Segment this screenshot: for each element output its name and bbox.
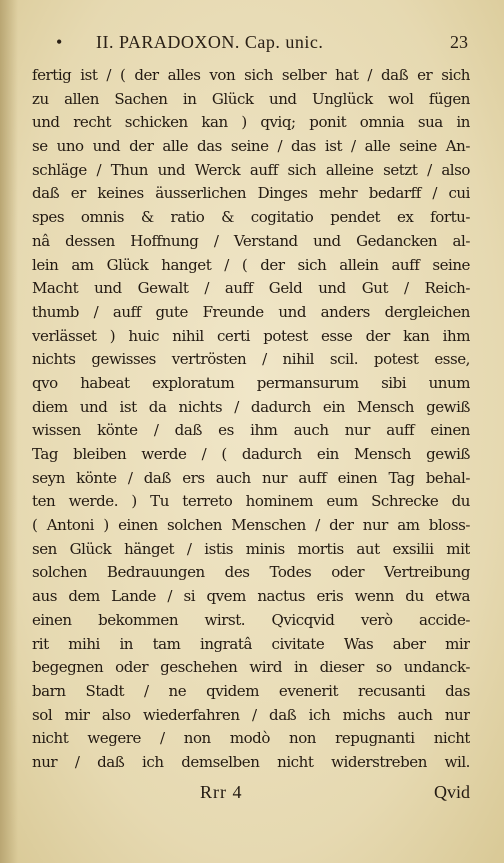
text-line: daß er keines äusserlichen Dinges mehr bedarff / cui <box>32 184 470 203</box>
text-line: diem und ist da nichts / dadurch ein Mensch gewiß <box>32 397 470 416</box>
signature-mark: Rrr 4 <box>200 782 243 802</box>
text-line: schläge / Thun und Werck auff sich alleine setzt / also <box>32 160 470 179</box>
running-head <box>56 32 468 56</box>
text-line: barn Stadt / ne qvidem evenerit recusanti das <box>32 681 470 700</box>
text-line: wissen könte / daß es ihm auch nur auff einen <box>32 421 470 440</box>
text-line: und recht schicken kan ) qviq; ponit omnia sua in <box>32 113 470 132</box>
text-line: nicht wegere / non modò non repugnanti nicht <box>32 729 470 748</box>
text-line: sen Glück hänget / istis minis mortis aut exsilii mit <box>32 539 470 558</box>
text-line: sol mir also wiederfahren / daß ich michs auch nur <box>32 705 470 724</box>
text-line: verlässet ) huic nihil certi potest esse der kan ihm <box>32 326 470 345</box>
text-line: thumb / auff gute Freunde und anders dergleichen <box>32 302 470 321</box>
text-line: seyn könte / daß ers auch nur auff einen Tag behal- <box>32 468 470 487</box>
text-line: zu allen Sachen in Glück und Unglück wol fügen <box>32 89 470 108</box>
text-line: nâ dessen Hoffnung / Verstand und Gedancken al- <box>32 231 470 250</box>
text-line: Tag bleiben werde / ( dadurch ein Mensch gewiß <box>32 445 470 463</box>
text-block <box>32 64 470 775</box>
page-gutter-shadow <box>0 0 18 863</box>
text-line: ten werde. ) Tu terreto hominem eum Schrecke du <box>32 492 470 511</box>
text-line: spes omnis & ratio & cogitatio pendet ex fortu- <box>32 208 470 227</box>
text-line: einen bekommen wirst. Qvicqvid verò accide- <box>32 610 470 629</box>
text-line: nur / daß ich demselben nicht widerstreben wil. <box>32 752 470 771</box>
text-line: fertig ist / ( der alles von sich selber hat / daß er sich <box>32 66 470 84</box>
page-number: 23 <box>450 32 468 52</box>
text-line: aus dem Lande / si qvem nactus eris wenn du etwa <box>32 587 470 606</box>
running-title: II. PARADOXON. Cap. unic. <box>96 32 324 52</box>
catchword: Qvid <box>434 782 470 802</box>
text-line: ( Antoni ) einen solchen Menschen / der nur am bloss- <box>32 516 470 535</box>
text-line: solchen Bedrauungen des Todes oder Vertreibung <box>32 563 470 582</box>
text-line: se uno und der alle das seine / das ist / alle seine An- <box>32 137 470 156</box>
header-dot: • <box>56 32 63 52</box>
text-line: lein am Glück hanget / ( der sich allein auff seine <box>32 255 470 274</box>
text-line: Macht und Gewalt / auff Geld und Gut / Reich- <box>32 279 470 298</box>
text-line: begegnen oder geschehen wird in dieser so undanck- <box>32 658 470 677</box>
text-line: nichts gewisses vertrösten / nihil scil. potest esse, <box>32 350 470 369</box>
text-line: rit mihi in tam ingratâ civitate Was aber mir <box>32 634 470 653</box>
page-footer <box>32 782 470 806</box>
text-line: qvo habeat exploratum permansurum sibi unum <box>32 373 470 392</box>
